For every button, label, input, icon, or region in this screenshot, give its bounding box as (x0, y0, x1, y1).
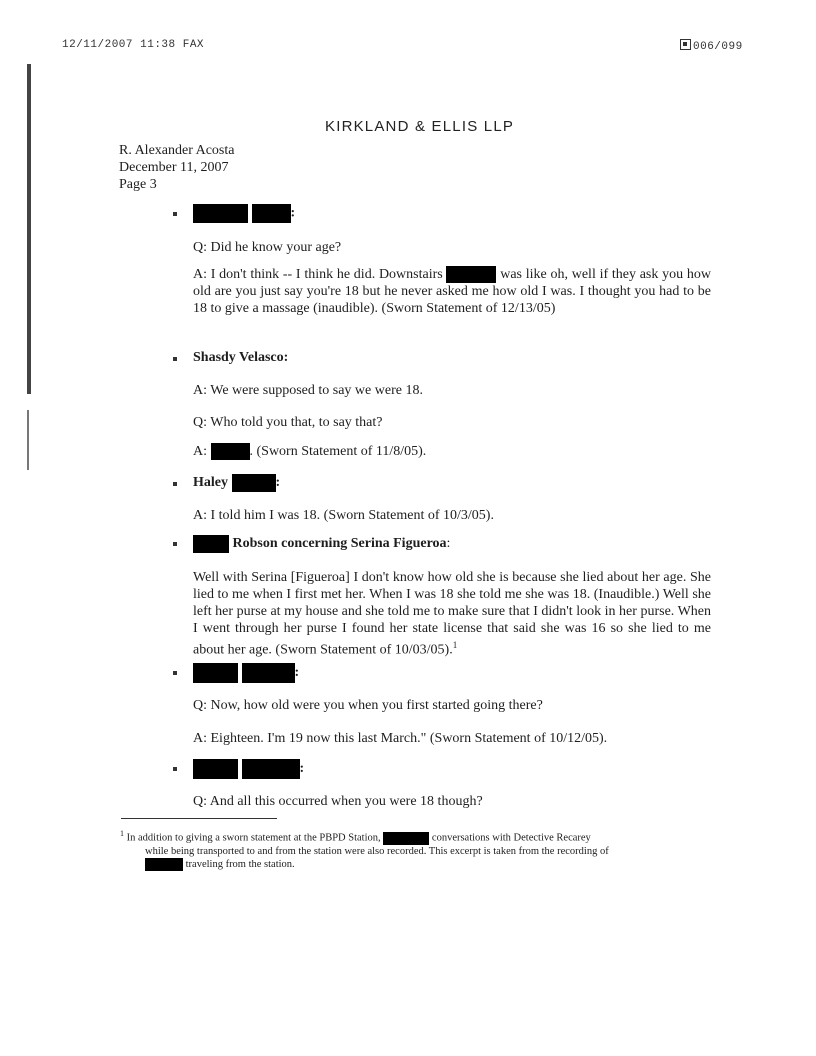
fax-page-counter (680, 39, 743, 53)
redaction-box (193, 663, 238, 683)
fax-page-number: 006/099 (693, 41, 743, 53)
bullet-5-heading: : (193, 663, 299, 683)
redaction-box (193, 535, 229, 553)
footnote (120, 827, 720, 871)
letter-heading (119, 142, 234, 193)
speaker-name: Haley : (193, 475, 281, 491)
bullet-marker (173, 212, 177, 216)
scan-edge-bar (27, 64, 31, 394)
footnote-line-3: traveling from the station. (120, 858, 720, 871)
answer-text: A: I told him I was 18. (Sworn Statement of 10/3/05). (193, 508, 494, 523)
bullet-marker (173, 542, 177, 546)
answer-paragraph: A: I don't think -- I think he did. Downstairs was like oh, well if they ask you how old are you just say you're 18 but he never asked me how old I was. I thought you had to be 18 to give a massage (inaudible). (Sworn Statement of 12/13/05) (193, 267, 711, 317)
redaction-box (193, 759, 238, 779)
question-text: Q: Who told you that, to say that? (193, 415, 383, 430)
footnote-line-2: while being transported to and from the station were also recorded. This excerpt is taken from the recording of (145, 845, 609, 857)
footnote-divider (121, 818, 277, 819)
question-text: Q: Now, how old were you when you first started going there? (193, 698, 543, 713)
letter-date: December 11, 2007 (119, 160, 229, 175)
redaction-box (193, 204, 248, 223)
page-number: Page 3 (119, 177, 157, 192)
bullet-1-heading: : (193, 204, 295, 223)
redaction-box (252, 204, 291, 223)
bullet-marker (173, 671, 177, 675)
speaker-name: Shasdy Velasco: (193, 350, 289, 365)
redaction-box (383, 832, 429, 845)
scan-edge-bar-lower (27, 410, 29, 470)
redaction-box (446, 266, 496, 283)
answer-text: A: We were supposed to say we were 18. (193, 383, 423, 398)
bullet-6-heading: : (193, 759, 304, 779)
firm-name: KIRKLAND & ELLIS LLP (325, 118, 515, 135)
bullet-marker (173, 357, 177, 361)
answer-text: A: . (Sworn Statement of 11/8/05). (193, 444, 427, 459)
bullet-marker (173, 482, 177, 486)
quote-paragraph: Well with Serina [Figueroa] I don't know how old she is because she lied about her age. She lied to me when I first met her. When I was 18 she told me she was 18. (Inaudible.) Well she left her purse at my house and she told me to make sure that I didn't look in her purse. When I went through her purse I found her state license that said she was 16 so she lied to me about her age. (Sworn Statement of 10/03/05).$^1$ (193, 570, 711, 658)
answer-text: A: Eighteen. I'm 19 now this last March." (Sworn Statement of 10/12/05). (193, 731, 608, 746)
footnote-number: 1 (120, 829, 124, 838)
footnote-line-1: $^1$ In addition to giving a sworn statement at the PBPD Station, conversations with Detective Recarey (120, 829, 591, 844)
redaction-box (211, 443, 250, 460)
bullet-marker (173, 767, 177, 771)
fax-icon (680, 39, 691, 50)
footnote-reference: 1 (452, 640, 458, 650)
redaction-box (242, 663, 295, 683)
question-text: Q: And all this occurred when you were 18 though? (193, 794, 483, 809)
fax-datetime: 12/11/2007 11:38 FAX (62, 39, 205, 51)
redaction-box (145, 858, 183, 871)
question-text: Q: Did he know your age? (193, 240, 342, 255)
addressee: R. Alexander Acosta (119, 143, 235, 158)
speaker-name: Robson concerning Serina Figueroa: (193, 535, 450, 553)
redaction-box (242, 759, 300, 779)
redaction-box (232, 474, 276, 492)
